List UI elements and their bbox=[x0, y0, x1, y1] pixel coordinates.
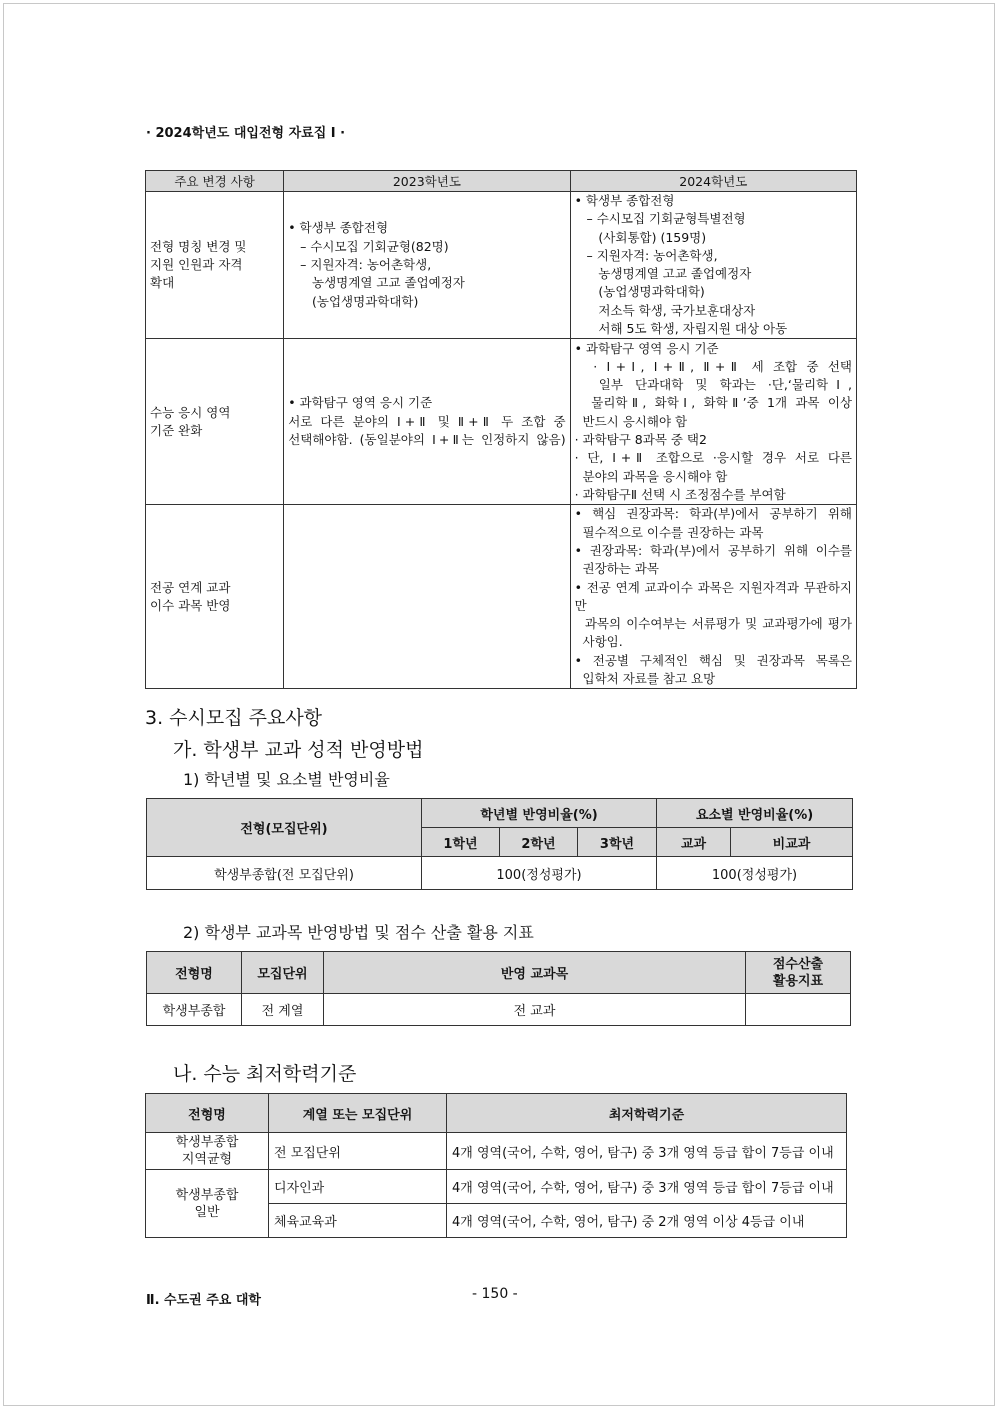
col-header-item: 주요 변경 사항 bbox=[146, 171, 284, 192]
col-header-unit: 계열 또는 모집단위 bbox=[269, 1094, 447, 1133]
subheading-2: 2) 학생부 교과목 반영방법 및 점수 산출 활용 지표 bbox=[183, 923, 534, 942]
cell-admission: 학생부종합 bbox=[147, 994, 242, 1026]
cell-subjects: 전 교과 bbox=[324, 994, 746, 1026]
text-line: 사항임. bbox=[574, 634, 623, 650]
text-line: (사회통합) (159명) bbox=[574, 229, 707, 245]
section-heading-ga: 가. 학생부 교과 성적 반영방법 bbox=[173, 739, 424, 761]
text-line: 전공 연계 교과 bbox=[150, 579, 231, 595]
cell-grade-ratio: 100(정성평가) bbox=[422, 857, 657, 890]
table-row bbox=[147, 857, 853, 890]
changes-table bbox=[145, 170, 857, 689]
cell-2023 bbox=[284, 192, 570, 339]
text-line: 물리학Ⅱ, 화학Ⅰ, 화학Ⅱ’중 1개 과목 이상 bbox=[591, 395, 852, 411]
text-line: 반드시 응시해야 함 bbox=[574, 413, 688, 429]
cell-unit: 전 모집단위 bbox=[269, 1133, 447, 1170]
cell-admission: 학생부종합 일반 bbox=[146, 1170, 269, 1238]
cell-admission: 학생부종합 지역균형 bbox=[146, 1133, 269, 1170]
text-line: 필수적으로 이수를 권장하는 과목 bbox=[574, 524, 764, 540]
text-line: 선택해야함. (동일분야의 Ⅰ+Ⅱ는 인정하지 않음) bbox=[288, 432, 566, 448]
text-line: 이수 과목 반영 bbox=[150, 597, 231, 613]
text-line: 농생명계열 고교 졸업예정자 bbox=[288, 275, 465, 291]
col-header-unit: 모집단위 bbox=[242, 952, 324, 994]
cell-2024 bbox=[570, 505, 856, 689]
text-line: 농생명계열 고교 졸업예정자 bbox=[574, 266, 752, 282]
cell-2023 bbox=[284, 505, 570, 689]
col-header-score-index: 점수산출 활용지표 bbox=[746, 952, 851, 994]
page-number: - 150 - bbox=[472, 1286, 518, 1302]
document-header: · 2024학년도 대입전형 자료집 Ⅰ · bbox=[146, 126, 346, 141]
text-line: 확대 bbox=[150, 275, 175, 291]
text-line: • 과학탐구 영역 응시 기준 bbox=[574, 340, 719, 356]
cell-2023 bbox=[284, 339, 570, 505]
cell-unit: 디자인과 bbox=[269, 1170, 447, 1204]
cell-unit: 체육교육과 bbox=[269, 1204, 447, 1238]
subject-table bbox=[146, 951, 851, 1026]
col-header-grade1: 1학년 bbox=[422, 828, 500, 857]
text-line: 서로 다른 분야의 Ⅰ+Ⅱ 및 Ⅱ+Ⅱ 두 조합 중 bbox=[288, 413, 566, 429]
text-line: · 단, Ⅰ+Ⅱ 조합으로 ·응시할 경우 서로 다른 bbox=[574, 450, 852, 466]
text-line: · Ⅰ+Ⅰ, Ⅰ+Ⅱ, Ⅱ+Ⅱ 세 조합 중 선택 bbox=[593, 358, 852, 374]
table-row bbox=[146, 505, 857, 689]
change-item bbox=[146, 339, 284, 505]
text-line: 수능 응시 영역 bbox=[150, 404, 231, 420]
col-header-element-ratio: 요소별 반영비율(%) bbox=[657, 799, 853, 828]
text-line: 서해 5도 학생, 자립지원 대상 아동 bbox=[574, 321, 788, 337]
text-line: 권장하는 과목 bbox=[574, 561, 659, 577]
text-line: 과목의 이수여부는 서류평가 및 교과평가에 평가 bbox=[584, 616, 852, 632]
col-header-admission: 전형명 bbox=[146, 1094, 269, 1133]
text-line: • 과학탐구 영역 응시 기준 bbox=[288, 395, 433, 411]
table-row bbox=[146, 1133, 847, 1170]
cell-unit: 전 계열 bbox=[242, 994, 324, 1026]
col-header-nonsubject: 비교과 bbox=[731, 828, 853, 857]
text-line: 저소득 학생, 국가보훈대상자 bbox=[574, 302, 756, 318]
text-line: · 과학탐구Ⅱ 선택 시 조정점수를 부여함 bbox=[574, 486, 786, 502]
cell-2024 bbox=[570, 339, 856, 505]
cell-element-ratio: 100(정성평가) bbox=[657, 857, 853, 890]
minimum-standard-table bbox=[145, 1093, 847, 1238]
ratio-table bbox=[146, 798, 853, 890]
col-header-subject: 교과 bbox=[657, 828, 731, 857]
text-line: • 권장과목: 학과(부)에서 공부하기 위해 이수를 bbox=[574, 542, 852, 558]
change-item bbox=[146, 192, 284, 339]
text-line: 전형 명칭 변경 및 bbox=[150, 238, 247, 254]
text-line: • 학생부 종합전형 bbox=[288, 220, 389, 236]
text-line: • 전공별 구체적인 핵심 및 권장과목 목록은 bbox=[574, 652, 852, 668]
table-row bbox=[146, 192, 857, 339]
text-line: · 과학탐구 8과목 중 택2 bbox=[574, 432, 707, 448]
footer-chapter: Ⅱ. 수도권 주요 대학 bbox=[146, 1293, 261, 1308]
col-header-grade-ratio: 학년별 반영비율(%) bbox=[422, 799, 657, 828]
text-line: – 수시모집 기회균형(82명) bbox=[288, 238, 449, 254]
text-line: 분야의 과목을 응시해야 함 bbox=[574, 468, 728, 484]
text-line: – 지원자격: 농어촌학생, bbox=[288, 257, 432, 273]
table-row bbox=[146, 339, 857, 505]
cell-type: 학생부종합(전 모집단위) bbox=[147, 857, 422, 890]
text-line: • 핵심 권장과목: 학과(부)에서 공부하기 위해 bbox=[574, 506, 852, 522]
text-line: 기준 완화 bbox=[150, 422, 203, 438]
section-heading-na: 나. 수능 최저학력기준 bbox=[173, 1063, 357, 1085]
col-header-admission: 전형명 bbox=[147, 952, 242, 994]
text-line: 지원 인원과 자격 bbox=[150, 257, 243, 273]
change-item bbox=[146, 505, 284, 689]
cell-standard: 4개 영역(국어, 수학, 영어, 탐구) 중 2개 영역 이상 4등급 이내 bbox=[447, 1204, 847, 1238]
col-header-standard: 최저학력기준 bbox=[447, 1094, 847, 1133]
table-row bbox=[146, 1170, 847, 1204]
text-line: – 지원자격: 농어촌학생, bbox=[574, 247, 718, 263]
cell-standard: 4개 영역(국어, 수학, 영어, 탐구) 중 3개 영역 등급 합이 7등급 이내 bbox=[447, 1170, 847, 1204]
text-line: (농업생명과학대학) bbox=[574, 284, 705, 300]
cell-score-index bbox=[746, 994, 851, 1026]
table-row bbox=[147, 994, 851, 1026]
text-line: (농업생명과학대학) bbox=[288, 293, 419, 309]
subheading-1: 1) 학년별 및 요소별 반영비율 bbox=[183, 770, 390, 789]
col-header-2024: 2024학년도 bbox=[570, 171, 856, 192]
col-header-type: 전형(모집단위) bbox=[147, 799, 422, 857]
text-line: 입학처 자료를 참고 요망 bbox=[574, 671, 716, 687]
section-heading-3: 3. 수시모집 주요사항 bbox=[145, 707, 323, 729]
col-header-subjects: 반영 교과목 bbox=[324, 952, 746, 994]
text-line: • 전공 연계 교과이수 과목은 지원자격과 무관하지만 bbox=[574, 579, 852, 613]
text-line: 일부 단과대학 및 학과는 ·단,‘물리학Ⅰ, bbox=[598, 377, 852, 393]
col-header-2023: 2023학년도 bbox=[284, 171, 570, 192]
cell-standard: 4개 영역(국어, 수학, 영어, 탐구) 중 3개 영역 등급 합이 7등급 이내 bbox=[447, 1133, 847, 1170]
cell-2024 bbox=[570, 192, 856, 339]
col-header-grade2: 2학년 bbox=[500, 828, 578, 857]
col-header-grade3: 3학년 bbox=[578, 828, 657, 857]
text-line: • 학생부 종합전형 bbox=[574, 193, 675, 208]
text-line: – 수시모집 기회균형특별전형 bbox=[574, 211, 746, 227]
